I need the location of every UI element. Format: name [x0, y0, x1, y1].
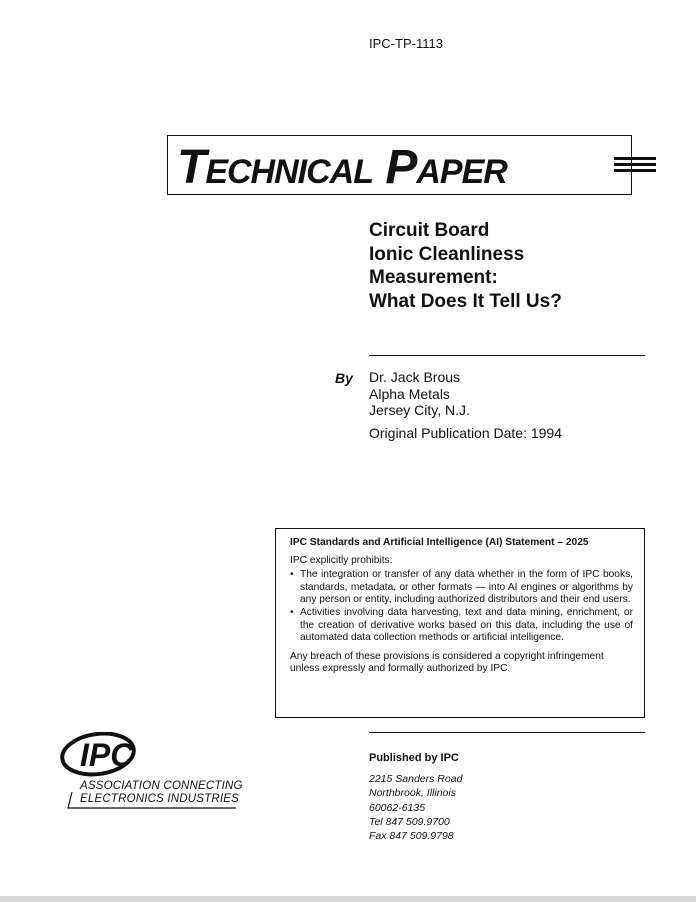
paper-title-line: What Does It Tell Us? [369, 290, 562, 312]
technical-paper-banner [177, 138, 507, 202]
publisher-phone: Tel 847 509.9700 [369, 815, 450, 828]
author-block [369, 369, 470, 419]
page-bottom-edge [0, 896, 696, 902]
paper-title-line: Circuit Board [369, 220, 490, 241]
publisher-address [369, 772, 462, 843]
ai-statement-item [290, 569, 633, 607]
logo-tagline-line2: ELECTRONICS INDUSTRIES [80, 793, 240, 805]
ai-statement-footer: Any breach of these provisions is considered a copyright infringement unless expressly and formally authorized by IPC. [290, 650, 604, 675]
divider-rule [369, 355, 645, 356]
banner-word-technical: ECHNICAL [205, 153, 373, 191]
logo-tagline-line1: ASSOCIATION CONNECTING [80, 780, 243, 792]
bullet-icon: • [290, 606, 294, 618]
document-number: IPC-TP-1113 [369, 36, 443, 51]
ai-statement-intro: IPC explicitly prohibits: [290, 554, 393, 566]
publication-date: Original Publication Date: 1994 [369, 425, 563, 441]
ai-statement-heading: IPC Standards and Artificial Intelligence (AI) Statement – 2025 [290, 537, 589, 548]
ipc-logo-mark: IPC [80, 737, 134, 773]
address-zip: 60062-6135 [369, 801, 426, 814]
ai-statement-item-text: The integration or transfer of any data whether in the form of IPC books, standards, metadata, or other formats — into AI engines or algorithms by any person or entity, including authorized distributors and their end users. [300, 569, 633, 606]
paper-title [369, 219, 669, 313]
ai-statement-item-text: Activities involving data harvesting, text and data mining, enrichment, or the creation of derivative works based on this data, including the use of automated data collection methods or artificial intelligence. [300, 606, 633, 644]
by-label: By [335, 370, 353, 386]
published-by-label: Published by IPC [369, 752, 459, 764]
banner-word-paper: APER [416, 153, 507, 191]
banner-initial-p: P [385, 141, 417, 194]
ai-statement-box [275, 528, 645, 718]
banner-rules-decoration [614, 157, 656, 175]
ai-statement-item [290, 607, 633, 645]
bullet-icon: • [290, 569, 294, 581]
address-street: 2215 Sanders Road [369, 773, 463, 785]
paper-title-line: Measurement: [369, 267, 498, 288]
author-affiliation: Alpha Metals [369, 385, 450, 402]
paper-title-line: Ionic Cleanliness [369, 243, 525, 265]
author-location: Jersey City, N.J. [369, 402, 470, 418]
author-name: Dr. Jack Brous [369, 369, 461, 385]
publisher-fax: Fax 847 509.9798 [369, 830, 454, 843]
banner-initial-t: T [177, 141, 206, 194]
ai-statement-list [290, 569, 633, 645]
address-city: Northbrook, Illinois [369, 787, 456, 800]
divider-rule [369, 732, 645, 733]
